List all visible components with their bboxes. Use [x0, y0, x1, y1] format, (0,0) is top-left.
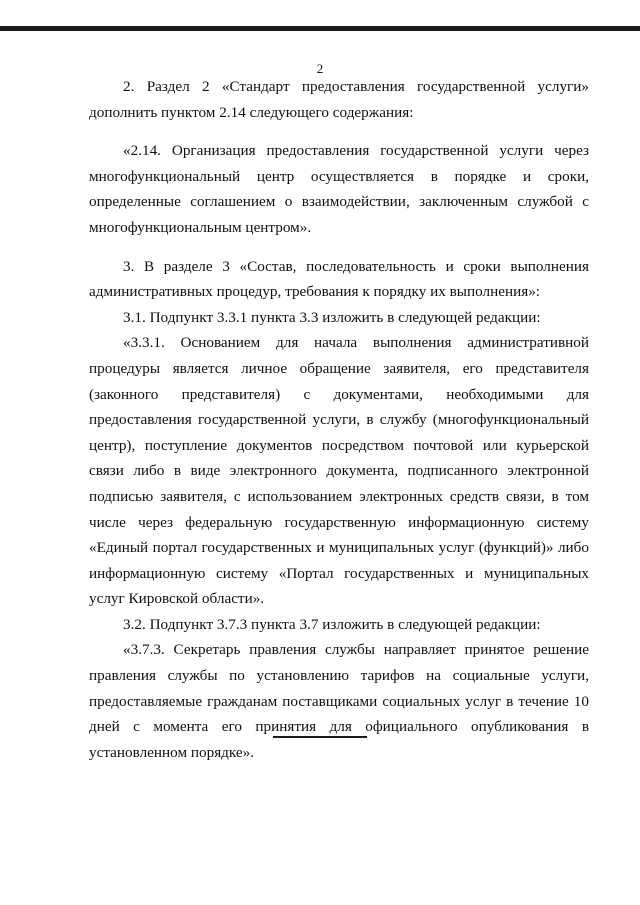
paragraph-3-3-1: «3.3.1. Основанием для начала выполнения административной процедуры является личное обращение заявителя, его представителя (законного представителя) с документами, необходимыми для предоставления государственной услуги, в службу (многофункциональный центр), поступление документов посредством почтовой или курьерской связи либо в виде электронного документа, подписанного электронной подписью заявителя, с использованием электронных средств связи, в том числе через федеральную государственную информационную систему «Единый портал государственных и муниципальных услуг (функций)» либо информационную систему «Портал государственных и муниципальных услуг Кировской области».	[89, 334, 589, 608]
page-number: 2	[316, 61, 324, 76]
document-body	[89, 74, 589, 765]
top-border-line	[0, 26, 640, 31]
paragraph-3-2: 3.2. Подпункт 3.7.3 пункта 3.7 изложить в следующей редакции:	[123, 615, 541, 633]
paragraph-section-2: 2. Раздел 2 «Стандарт предоставления государственной услуги» дополнить пунктом 2.14 следующего содержания:	[89, 78, 589, 121]
paragraph-2-14: «2.14. Организация предоставления государственной услуги через многофункциональный центр осуществляется в порядке и сроки, определенные соглашением о взаимодействии, заключенным службой с многофункциональным центром».	[89, 142, 589, 236]
paragraph-3-7-3: «3.7.3. Секретарь правления службы направляет принятое решение правления службы по установлению тарифов на социальные услуги, предоставляемые гражданам поставщиками социальных услуг в течение 10 дней с момента его принятия для официального опубликования в установленном порядке».	[89, 641, 589, 761]
end-separator-line	[273, 736, 367, 738]
paragraph-section-3: 3. В разделе 3 «Состав, последовательность и сроки выполнения административных процедур, требования к порядку их выполнения»:	[89, 257, 589, 301]
paragraph-3-1: 3.1. Подпункт 3.3.1 пункта 3.3 изложить в следующей редакции:	[123, 308, 541, 326]
